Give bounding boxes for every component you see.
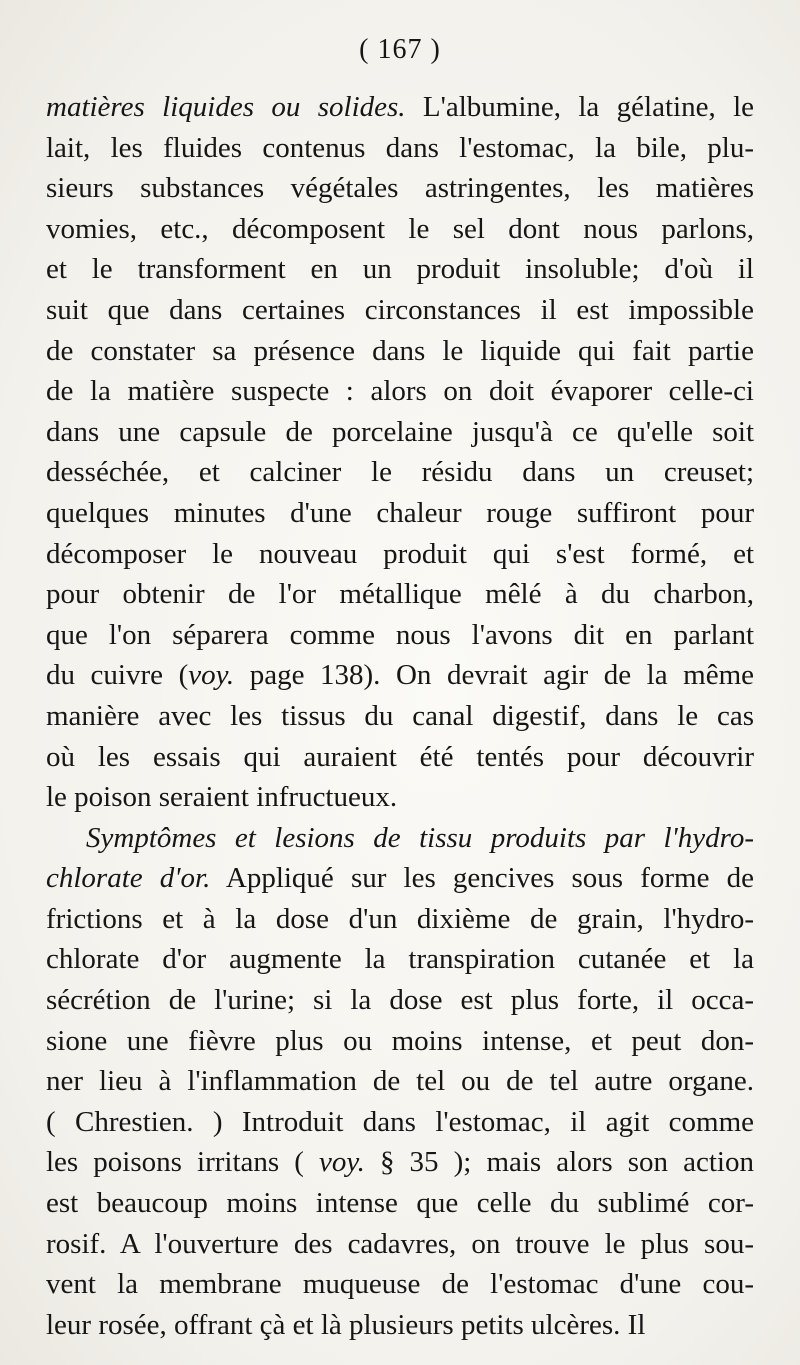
text-run: lait, les fluides contenus dans l'estomac, la bile, plu- xyxy=(46,131,754,164)
text-line xyxy=(46,290,754,331)
text-line xyxy=(46,1183,754,1224)
text-line xyxy=(46,818,754,859)
text-line xyxy=(46,980,754,1021)
text-line xyxy=(46,1021,754,1062)
text-run: de constater sa présence dans le liquide qui fait partie xyxy=(46,334,754,367)
text-run: que l'on séparera comme nous l'avons dit en parlant xyxy=(46,618,754,651)
text-line xyxy=(46,1102,754,1143)
text-line xyxy=(46,696,754,737)
text-run: sieurs substances végétales astringentes, les matières xyxy=(46,172,754,205)
text-run: L'albumine, la gélatine, le xyxy=(405,91,754,123)
text-run: vent la membrane muqueuse de l'estomac d'une cou- xyxy=(46,1268,754,1301)
text-line xyxy=(46,858,754,899)
page-number: ( 167 ) xyxy=(359,34,441,65)
text-run: décomposer le nouveau produit qui s'est formé, et xyxy=(46,537,754,570)
italic-text: matières liquides ou solides. xyxy=(46,91,406,123)
text-run: est beaucoup moins intense que celle du sublimé cor- xyxy=(46,1187,754,1220)
italic-text: chlorate d'or. xyxy=(46,862,211,895)
text-run: où les essais qui auraient été tentés pour découvrir xyxy=(46,740,754,773)
text-line xyxy=(46,534,754,575)
text-run: desséchée, et calciner le résidu dans un creuset; xyxy=(46,456,754,489)
text-line xyxy=(46,1224,754,1265)
text-line xyxy=(46,412,754,453)
text-run: quelques minutes d'une chaleur rouge suffiront pour xyxy=(46,496,754,529)
text-line xyxy=(46,777,754,818)
text-run: pour obtenir de l'or métallique mêlé à du charbon, xyxy=(46,578,754,611)
text-run: le poison seraient infructueux. xyxy=(46,781,398,814)
text-line xyxy=(46,737,754,778)
text-run: vomies, etc., décomposent le sel dont nous parlons, xyxy=(46,212,754,245)
text-run: leur rosée, offrant çà et là plusieurs petits ulcères. Il xyxy=(46,1308,646,1341)
text-run: frictions et à la dose d'un dixième de grain, l'hydro- xyxy=(46,902,754,935)
text-run: les poisons irritans ( xyxy=(46,1146,319,1179)
text-run: page 138). On devrait agir de la même xyxy=(234,659,754,692)
text-line xyxy=(46,249,754,290)
text-line xyxy=(46,1264,754,1305)
text-run: et le transforment en un produit insoluble; d'où il xyxy=(46,253,754,286)
text-run: Appliqué sur les gencives sous forme de xyxy=(210,862,754,895)
body-text xyxy=(46,87,754,1345)
text-run: sécrétion de l'urine; si la dose est plus forte, il occa- xyxy=(46,984,754,1017)
text-line xyxy=(46,371,754,412)
italic-text: voy. xyxy=(318,1146,365,1179)
text-run: chlorate d'or augmente la transpiration cutanée et la xyxy=(46,943,754,976)
text-run: ner lieu à l'inflammation de tel ou de tel autre organe. xyxy=(46,1065,754,1098)
text-line xyxy=(46,209,754,250)
text-line xyxy=(46,87,754,128)
italic-text: voy. xyxy=(188,659,235,692)
italic-text: Symptômes et lesions de tissu produits par l'hydro- xyxy=(86,821,754,854)
text-run: dans une capsule de porcelaine jusqu'à ce qu'elle soit xyxy=(46,415,754,448)
text-line xyxy=(46,615,754,656)
text-run: § 35 ); mais alors son action xyxy=(364,1146,754,1179)
text-line xyxy=(46,128,754,169)
text-line xyxy=(46,1061,754,1102)
text-line xyxy=(46,493,754,534)
text-line xyxy=(46,1142,754,1183)
text-line xyxy=(46,655,754,696)
text-run: sione une fièvre plus ou moins intense, et peut don- xyxy=(46,1024,754,1057)
text-run: ( Chrestien. ) Introduit dans l'estomac, il agit comme xyxy=(46,1105,754,1138)
text-run: rosif. A l'ouverture des cadavres, on trouve le plus sou- xyxy=(46,1227,754,1260)
text-line xyxy=(46,168,754,209)
text-run: manière avec les tissus du canal digestif, dans le cas xyxy=(46,699,754,732)
text-run: de la matière suspecte : alors on doit évaporer celle-ci xyxy=(46,375,754,408)
text-line xyxy=(46,899,754,940)
text-line xyxy=(46,939,754,980)
text-line xyxy=(46,1305,754,1346)
text-line xyxy=(46,331,754,372)
text-run: suit que dans certaines circonstances il est impossible xyxy=(46,293,754,326)
text-line xyxy=(46,574,754,615)
text-run: du cuivre ( xyxy=(46,659,189,692)
text-line xyxy=(46,452,754,493)
